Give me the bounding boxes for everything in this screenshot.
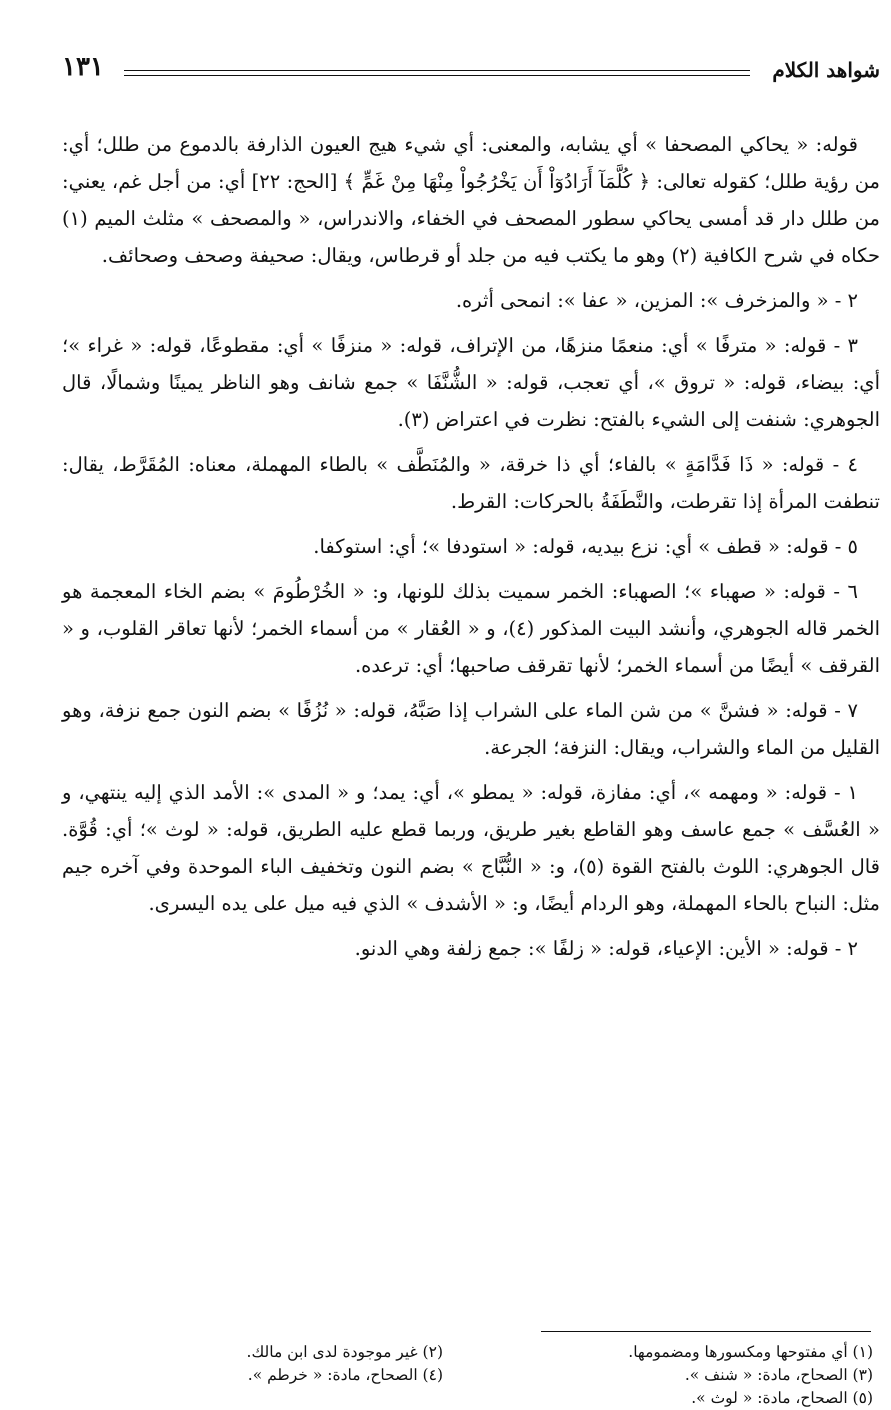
- paragraph: ١ - قوله: « ومهمه »، أي: مفازة، قوله: « يمطو »، أي: يمد؛ و « المدى »: الأمد الذي إليه ينتهي، و « العُسَّف » جمع عاسف وهو القاطع بغير طريق، وربما قطع عليه الطريق، قوله: « لوث »؛ أي: قُوَّة. قال الجوهري: اللوث بالفتح القوة (٥)، و: « النُّبَّاج » بضم النون وتخفيف الباء الموحدة وفي آخره جيم مثل: النباح بالحاء المهملة، وهو الردام أيضًا، و: « الأشدف » الذي فيه ميل على يده اليسرى.: [62, 781, 880, 915]
- page-number: ١٣١: [62, 52, 104, 82]
- paragraph: ٢ - « والمزخرف »: المزين، « عفا »: انمحى أثره.: [455, 289, 858, 312]
- footnote: (٥) الصحاح، مادة: « لوث ».: [691, 1389, 873, 1407]
- paragraph: ٦ - قوله: « صهباء »؛ الصهباء: الخمر سميت بذلك للونها، و: « الخُرْطُومَ » بضم الخاء المعجمة هو الخمر قاله الجوهري، وأنشد البيت المذكور (٤)، و « العُقار » من أسماء الخمر؛ لأنها تعاقر القلوب، و « القرقف » أيضًا من أسماء الخمر؛ لأنها تقرقف صاحبها؛ أي: ترعده.: [62, 580, 880, 677]
- paragraph: قوله: « يحاكي المصحفا » أي يشابه، والمعنى: أي شيء هيج العيون الذارفة بالدموع من طلل؛ أي: من رؤية طلل؛ كقوله تعالى: ﴿ كُلَّمَآ أَرَادُوٓاْ أَن يَخْرُجُواْ مِنْهَا مِنْ غَمٍّ ﴾ [الحج: ٢٢] أي: من أجل غم، يعني: من طلل دار قد أمسى يحاكي سطور المصحف في الخفاء، والاندراس، « والمصحف » مثلث الميم (١) حكاه في شرح الكافية (٢) وهو ما يكتب فيه من جلد أو قرطاس، ويقال: صحيفة وصحف وصحائف.: [62, 133, 880, 267]
- running-title: شواهد الكلام: [772, 58, 880, 82]
- footnote: (٤) الصحاح، مادة: « خرطم ».: [247, 1366, 443, 1384]
- paragraph: ٥ - قوله: « قطف » أي: نزع بيديه، قوله: « استودفا »؛ أي: استوكفا.: [313, 535, 858, 558]
- footnotes-right: [513, 1341, 873, 1410]
- paragraph: ٣ - قوله: « مترفًا » أي: منعمًا منزهًا، من الإتراف، قوله: « منزفًا » أي: مقطوعًا، قوله: « غراء »؛ أي: بيضاء، قوله: « تروق »، أي تعجب، قوله: « الشُّنَّفَا » جمع شانف وهو الناظر يمينًا وشمالًا، قال الجوهري: شنفت إلى الشيء بالفتح: نظرت في اعتراض (٣).: [62, 334, 880, 431]
- paragraph: ٧ - قوله: « فشنَّ » من شن الماء على الشراب إذا صَبَّهُ، قوله: « نُزُفًا » بضم النون جمع نزفة، وهو القليل من الماء والشراب، ويقال: النزفة؛ الجرعة.: [62, 699, 880, 759]
- footnote: (٢) غير موجودة لدى ابن مالك.: [246, 1343, 443, 1361]
- paragraph: ٢ - قوله: « الأين: الإعياء، قوله: « زلفًا »: جمع زلفة وهي الدنو.: [354, 937, 858, 960]
- footnote: (١) أي مفتوحها ومكسورها ومضمومها.: [628, 1343, 873, 1361]
- footnotes-left: [143, 1341, 443, 1387]
- paragraph: ٤ - قوله: « ذَا فَدَّامَةٍ » بالفاء؛ أي ذا خرقة، « والمُنَطَّف » بالطاء المهملة، معناه: المُقَرَّط، يقال: تنطفت المرأة إذا تقرطت، والنَّطَفَةُ بالحركات: القرط.: [62, 453, 880, 513]
- footnote: (٣) الصحاح، مادة: « شنف ».: [684, 1366, 873, 1384]
- footnote-rule: [541, 1331, 871, 1332]
